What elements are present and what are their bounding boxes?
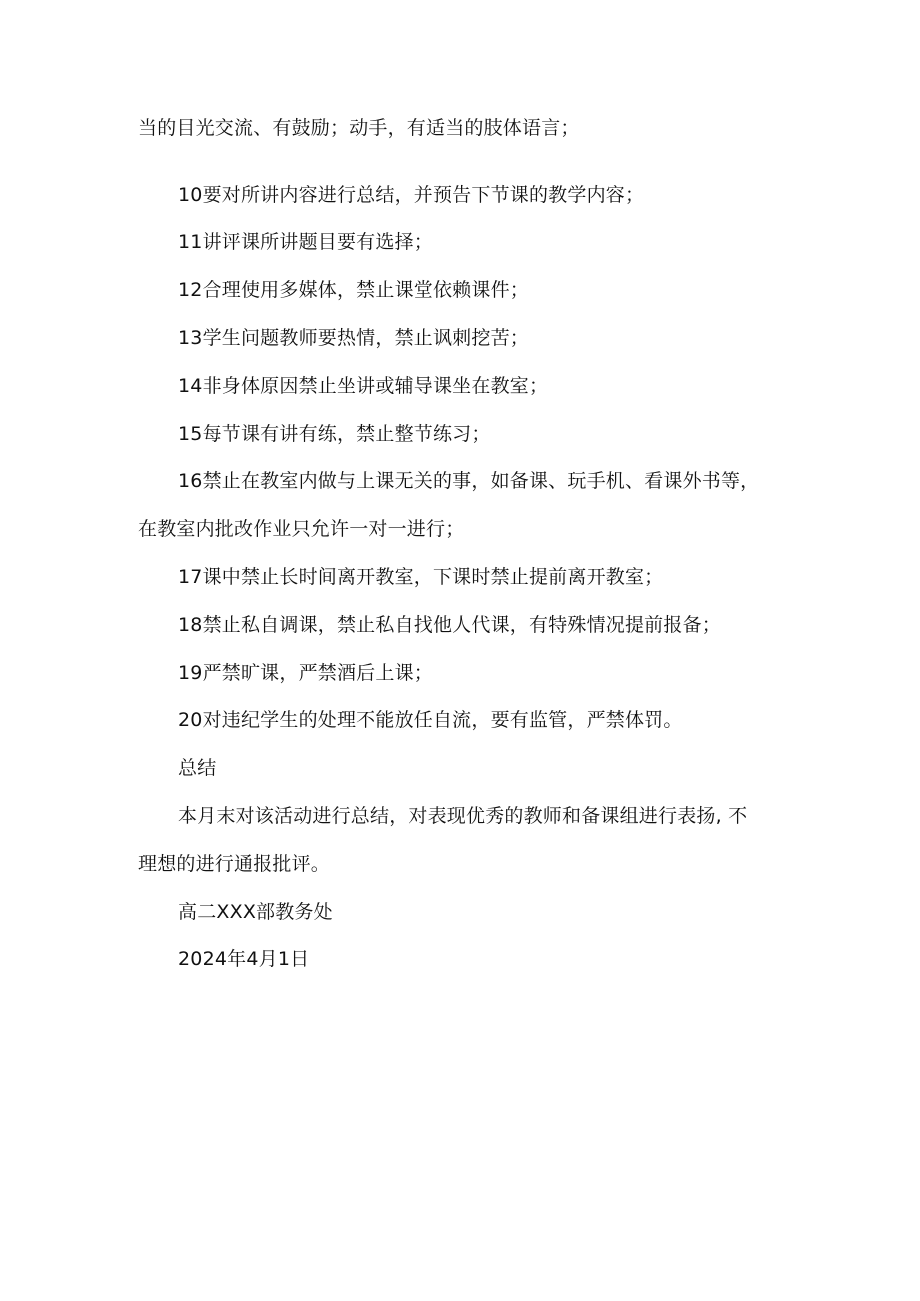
rule-item-14: 14非身体原因禁止坐讲或辅导课坐在教室；: [178, 375, 549, 397]
rule-item-18: 18禁止私自调课，禁止私自找他人代课，有特殊情况提前报备；: [178, 614, 721, 636]
rule-item-11: 11讲评课所讲题目要有选择；: [178, 231, 433, 253]
summary-paragraph-continuation: 理想的进行通报批评。: [138, 853, 331, 875]
rule-item-17: 17课中禁止长时间离开教室，下课时禁止提前离开教室；: [178, 566, 664, 588]
summary-paragraph: 本月末对该活动进行总结，对表现优秀的教师和备课组进行表扬, 不: [178, 805, 748, 827]
rule-item-15: 15每节课有讲有练，禁止整节练习；: [178, 423, 491, 445]
rule-item-13: 13学生问题教师要热情，禁止讽刺挖苦；: [178, 327, 529, 349]
text-line-continuation: 当的目光交流、有鼓励；动手，有适当的肢体语言；: [138, 117, 580, 139]
summary-heading: 总结: [178, 757, 217, 779]
issuer-signature: 高二XXX部教务处: [178, 901, 333, 923]
rule-item-12: 12合理使用多媒体，禁止课堂依赖课件；: [178, 279, 529, 301]
rule-item-19: 19严禁旷课，严禁酒后上课；: [178, 662, 433, 684]
rule-item-10: 10要对所讲内容进行总结，并预告下节课的教学内容；: [178, 184, 645, 206]
rule-item-20: 20对违纪学生的处理不能放任自流，要有监管，严禁体罚。: [178, 709, 683, 731]
rule-item-16-continuation: 在教室内批改作业只允许一对一进行；: [138, 518, 465, 540]
rule-item-16: 16禁止在教室内做与上课无关的事，如备课、玩手机、看课外书等，: [178, 470, 760, 492]
issue-date: 2024年4月1日: [178, 948, 310, 970]
